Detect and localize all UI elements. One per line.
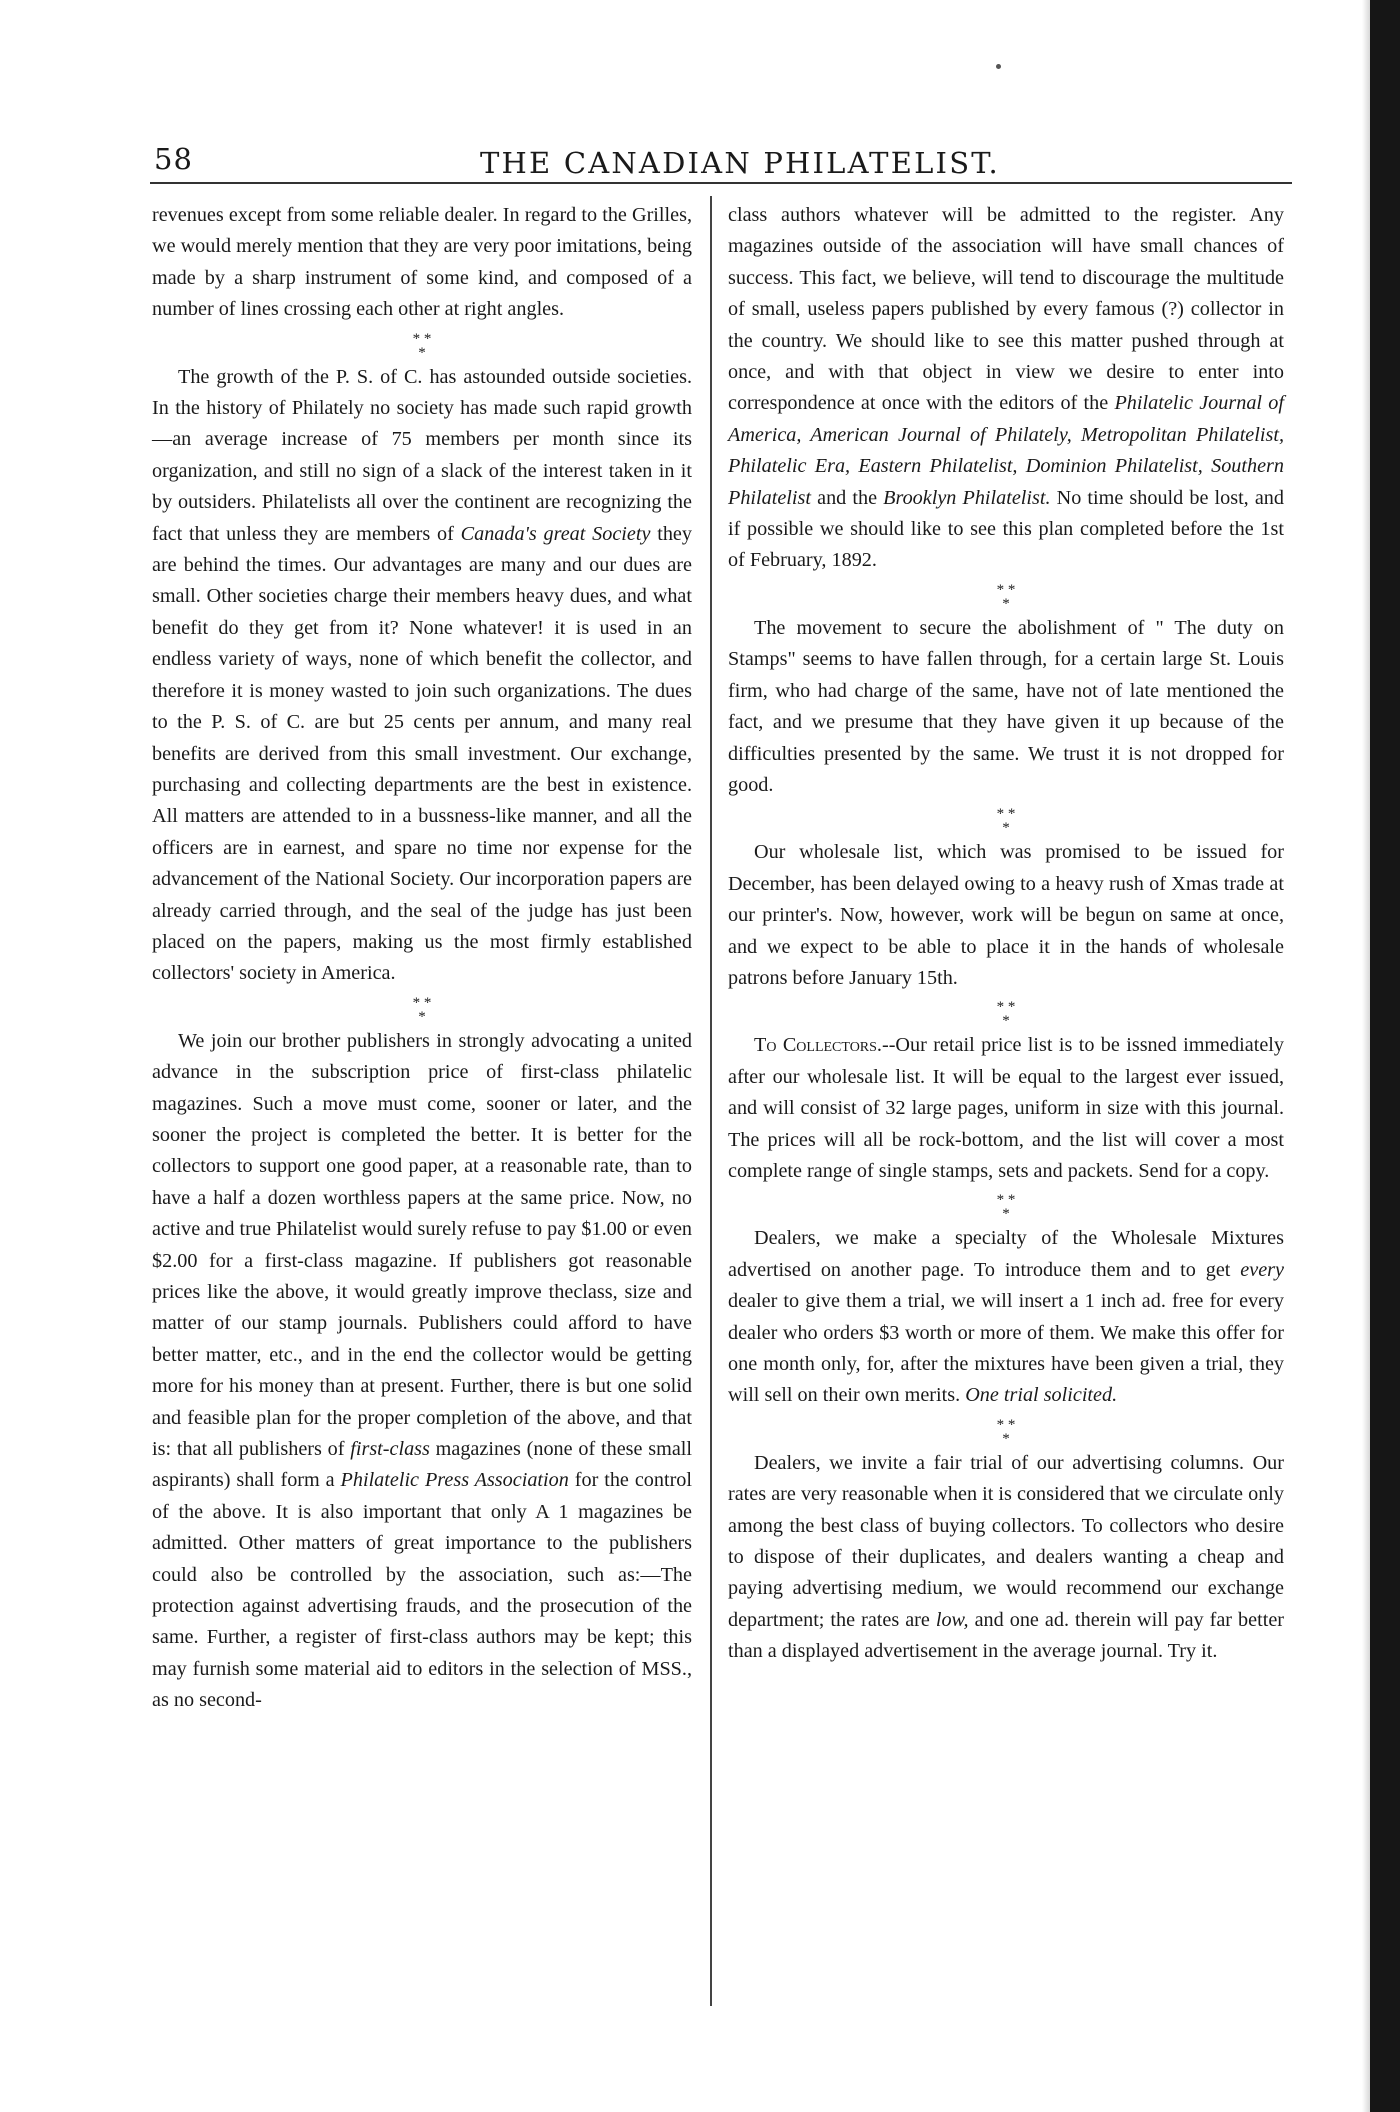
paragraph-wholesale-list: Our wholesale list, which was promised to be issued for December, has been delayed owing to a heavy rush of Xmas trade at our printer's. Now, however, work will be begun on same at once, and we expect to be able to place it in the hands of wholesale patrons before January 15th. <box>728 841 1284 989</box>
section-ornament: * * * <box>996 806 1016 837</box>
journal-title: THE CANADIAN PHILATELIST. <box>480 146 1000 180</box>
column-rule <box>710 196 712 2006</box>
section-ornament: * * * <box>412 330 432 361</box>
header-rule <box>150 182 1292 184</box>
section-ornament: * * * <box>412 994 432 1025</box>
paragraph-society-growth: The growth of the P. S. of C. has astounded outside societies. In the history of Philately no society has made such rapid growth—an average increase of 75 members per month since its organization, and still no sign of a slack of the interest taken in it by outsiders. Philatelists all over the continent are recognizing the fact that unless they are members of Canada's great Society they are behind the times. Our advantages are many and our dues are small. Other societies charge their members heavy dues, and what benefit do they get from it? None whatever! it is used in an endless variety of ways, none of which benefit the collector, and therefore it is money wasted to join such organizations. The dues to the P. S. of C. are but 25 cents per annum, and many real benefits are derived from this small investment. Our exchange, purchasing and collecting departments are the best in existence. All matters are attended to in a bussness-like manner, and all the officers are in earnest, and spare no time nor expense for the advancement of the National Society. Our incorporation papers are already carried through, and the seal of the judge has just been placed on the papers, making us the most firmly established collectors' society in America. <box>152 365 692 985</box>
running-header <box>150 138 1290 182</box>
section-ornament: * * * <box>996 999 1016 1030</box>
page-number: 58 <box>154 142 193 176</box>
right-column <box>728 200 1284 1668</box>
scan-page-edge <box>1370 0 1400 2112</box>
section-ornament: * * * <box>996 1416 1016 1447</box>
paragraph-to-collectors: To Collectors.--Our retail price list is to be issned immediately after our wholesale list. It will be equal to the largest ever issued, and will consist of 32 large pages, uniform in size with this journal. The prices will all be rock-bottom, and the list will cover a most complete range of single stamps, sets and packets. Send for a copy. <box>728 1034 1285 1182</box>
paragraph-wholesale-mixtures: Dealers, we make a specialty of the Wholesale Mixtures advertised on another page. To introduce them and to get every dealer to give them a trial, we will insert a 1 inch ad. free for every dealer who orders $3 worth or more of them. We make this offer for one month only, for, after the mixtures have been given a trial, they will sell on their own merits. One trial solicited. <box>728 1227 1284 1407</box>
paragraph-register: class authors whatever will be admitted to the register. Any magazines outside of the association will have small chances of success. This fact, we believe, will tend to discourage the multitude of small, useless papers published by every famous (?) collector in the country. We should like to see this matter pushed through at once, and with that object in view we desire to enter into correspondence at once with the editors of the Philatelic Journal of America, American Journal of Philately, Metropolitan Philatelist, Philatelic Era, Eastern Philatelist, Dominion Philatelist, Southern Philatelist and the Brooklyn Philatelist. No time should be lost, and if possible we should like to see this plan completed before the 1st of February, 1892. <box>728 204 1284 572</box>
paragraph-advertising-columns: Dealers, we invite a fair trial of our advertising columns. Our rates are very reasonable when it is considered that we circulate only among the best class of buying collectors. To collectors who desire to dispose of their duplicates, and dealers wanting a cheap and paying advertising medium, we would recommend our exchange department; the rates are low, and one ad. therein will pay far better than a displayed advertisement in the average journal. Try it. <box>728 1451 1284 1663</box>
paragraph-stamp-duty: The movement to secure the abolishment of " The duty on Stamps" seems to have fallen through, for a certain large St. Louis firm, who had charge of the same, have not of late mentioned the fact, and we presume that they have given it up because of the difficulties presented by the same. We trust it is not dropped for good. <box>728 616 1284 796</box>
section-ornament: * * * <box>996 581 1016 612</box>
paragraph-press-association: We join our brother publishers in strongly advocating a united advance in the subscription price of first-class philatelic magazines. Such a move must come, sooner or later, and the sooner the project is completed the better. It is better for the collectors to support one good paper, at a reasonable rate, than to have a half a dozen worthless papers at the same price. Now, no active and true Philatelist would surely refuse to pay $1.00 or even $2.00 for a first-class magazine. If publishers got reasonable prices like the above, it would greatly improve theclass, size and matter of our stamp journals. Publishers could afford to have better matter, etc., and in the end the collector would be getting more for his money than at present. Further, there is but one solid and feasible plan for the proper completion of the above, and that is: that all publishers of first-class magazines (none of these small aspirants) shall form a Philatelic Press Association for the control of the above. It is also important that only A 1 magazines be admitted. Other matters of great importance to the publishers could also be controlled by the association, such as:—The protection against advertising frauds, and the prosecution of the same. Further, a register of first-class authors may be kept; this may furnish some material aid to editors in the selection of MSS., as no second- <box>152 1029 692 1712</box>
scan-speck <box>996 64 1001 69</box>
left-column <box>152 200 692 1717</box>
paragraph-grilles: revenues except from some reliable dealer. In regard to the Grilles, we would merely mention that they are very poor imitations, being made by a sharp instrument of some kind, and composed of a number of lines crossing each other at right angles. <box>152 204 692 321</box>
section-ornament: * * * <box>996 1192 1016 1223</box>
